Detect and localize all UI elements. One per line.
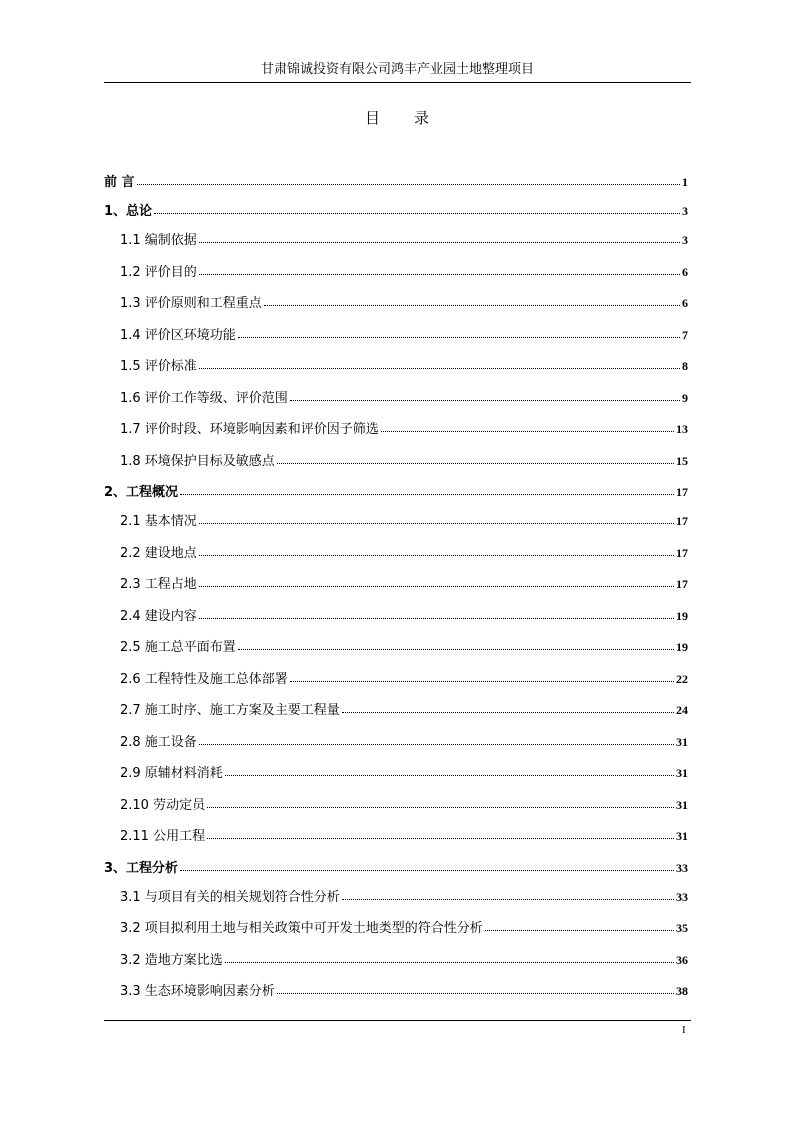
- dot-leader: [199, 523, 674, 524]
- toc-entry[interactable]: [120, 665, 688, 687]
- toc-entry[interactable]: [120, 570, 688, 592]
- dot-leader: [199, 555, 674, 556]
- toc-entry[interactable]: [120, 633, 688, 655]
- toc-entry[interactable]: [120, 822, 688, 844]
- toc-entry-label: 2.7 施工时序、施工方案及主要工程量: [120, 703, 340, 718]
- toc-title: [0, 107, 794, 128]
- dot-leader: [199, 242, 680, 243]
- toc-entry-label: 3.3 生态环境影响因素分析: [120, 984, 275, 999]
- toc-entry-page: 24: [676, 703, 688, 717]
- toc-entry[interactable]: [120, 447, 688, 469]
- toc-entry-label: 1.5 评价标准: [120, 359, 197, 374]
- toc-entry-label: 3.2 项目拟利用土地与相关政策中可开发土地类型的符合性分析: [120, 921, 483, 936]
- dot-leader: [154, 213, 680, 214]
- toc-entry-label: 2.3 工程占地: [120, 577, 197, 592]
- toc-entry-label: 3、工程分析: [104, 861, 179, 876]
- toc-entry-page: 31: [676, 829, 688, 843]
- toc-entry-page: 17: [676, 485, 688, 499]
- toc-entry-page: 15: [676, 454, 688, 468]
- toc-entry[interactable]: [104, 478, 688, 500]
- toc-entry-page: 6: [682, 265, 688, 279]
- toc-title-left: 目: [364, 109, 380, 127]
- toc-entry[interactable]: [120, 226, 688, 248]
- dot-leader: [180, 494, 674, 495]
- toc-entry-page: 38: [676, 984, 688, 998]
- dot-leader: [238, 337, 680, 338]
- toc-entry[interactable]: [120, 289, 688, 311]
- dot-leader: [238, 649, 674, 650]
- toc-entry-label: 2.8 施工设备: [120, 735, 197, 750]
- dot-leader: [180, 870, 674, 871]
- toc-entry[interactable]: [120, 728, 688, 750]
- toc-entry-page: 17: [676, 577, 688, 591]
- toc-entry-page: 19: [676, 640, 688, 654]
- dot-leader: [199, 744, 674, 745]
- toc-entry[interactable]: [120, 914, 688, 936]
- toc-entry[interactable]: [104, 197, 688, 219]
- toc-entry[interactable]: [120, 507, 688, 529]
- dot-leader: [485, 930, 674, 931]
- toc-entry[interactable]: [120, 352, 688, 374]
- toc-entry[interactable]: [120, 977, 688, 999]
- toc-entry-label: 3.1 与项目有关的相关规划符合性分析: [120, 890, 340, 905]
- toc-entry-page: 35: [676, 921, 688, 935]
- dot-leader: [277, 463, 674, 464]
- dot-leader: [290, 400, 680, 401]
- toc-entry-page: 33: [676, 861, 688, 875]
- dot-leader: [225, 962, 674, 963]
- toc-entry[interactable]: [120, 258, 688, 280]
- toc-entry-label: 2.1 基本情况: [120, 514, 197, 529]
- toc-entry-label: 2.2 建设地点: [120, 546, 197, 561]
- toc-entry-page: 31: [676, 735, 688, 749]
- toc-entry-label: 1.3 评价原则和工程重点: [120, 296, 262, 311]
- running-header: 甘肃锦诚投资有限公司鸿丰产业园土地整理项目: [260, 62, 534, 77]
- toc-entry-label: 1.8 环境保护目标及敏感点: [120, 454, 275, 469]
- toc-entry-page: 33: [676, 890, 688, 904]
- toc-entry[interactable]: [120, 946, 688, 968]
- toc-entry-label: 前 言: [104, 175, 135, 190]
- toc-entry-page: 9: [682, 391, 688, 405]
- toc-entry-page: 19: [676, 609, 688, 623]
- toc-entry[interactable]: [120, 759, 688, 781]
- toc-entry-label: 2.5 施工总平面布置: [120, 640, 236, 655]
- dot-leader: [342, 899, 674, 900]
- toc-title-right: 录: [414, 109, 430, 127]
- toc-entry-label: 2、工程概况: [104, 485, 179, 500]
- toc-entry-label: 2.10 劳动定员: [120, 798, 206, 813]
- dot-leader: [290, 681, 674, 682]
- dot-leader: [199, 274, 680, 275]
- toc-entry-page: 13: [676, 422, 688, 436]
- toc-entry-label: 1、总论: [104, 204, 153, 219]
- toc-entry-label: 1.4 评价区环境功能: [120, 328, 236, 343]
- toc-entry-page: 22: [676, 672, 688, 686]
- toc-entry-page: 6: [682, 296, 688, 310]
- toc-entry-label: 2.6 工程特性及施工总体部署: [120, 672, 288, 687]
- toc-entry[interactable]: [120, 883, 688, 905]
- toc-entry[interactable]: [120, 415, 688, 437]
- toc-entry-page: 3: [682, 233, 688, 247]
- dot-leader: [199, 586, 674, 587]
- toc-entry-label: 1.7 评价时段、环境影响因素和评价因子筛选: [120, 422, 379, 437]
- toc-entry-page: 1: [682, 175, 688, 189]
- footer-divider: [104, 1020, 691, 1021]
- dot-leader: [199, 618, 674, 619]
- toc-entry-page: 17: [676, 514, 688, 528]
- dot-leader: [199, 368, 680, 369]
- toc-entry-page: 36: [676, 953, 688, 967]
- toc-entry-label: 2.9 原辅材料消耗: [120, 766, 223, 781]
- dot-leader: [381, 431, 674, 432]
- toc-entry-label: 2.4 建设内容: [120, 609, 197, 624]
- toc-entry[interactable]: [120, 791, 688, 813]
- header-divider: [104, 82, 691, 83]
- toc-entry-page: 17: [676, 546, 688, 560]
- dot-leader: [264, 305, 680, 306]
- dot-leader: [342, 712, 674, 713]
- toc-entry-label: 1.2 评价目的: [120, 265, 197, 280]
- dot-leader: [137, 184, 680, 185]
- dot-leader: [225, 775, 674, 776]
- toc-entry[interactable]: [104, 168, 688, 190]
- toc-entry-page: 8: [682, 359, 688, 373]
- toc-entry[interactable]: [120, 384, 688, 406]
- toc-entry-page: 3: [682, 204, 688, 218]
- toc-entry[interactable]: [120, 602, 688, 624]
- page-number: I: [682, 1024, 686, 1036]
- dot-leader: [207, 838, 674, 839]
- toc-entry-label: 1.6 评价工作等级、评价范围: [120, 391, 288, 406]
- toc-entry-page: 31: [676, 766, 688, 780]
- toc-entry-label: 3.2 造地方案比选: [120, 953, 223, 968]
- toc-entry-page: 7: [682, 328, 688, 342]
- toc-entry-label: 1.1 编制依据: [120, 233, 197, 248]
- toc-entry-label: 2.11 公用工程: [120, 829, 206, 844]
- toc-entry[interactable]: [120, 696, 688, 718]
- dot-leader: [277, 993, 674, 994]
- toc-entry[interactable]: [120, 539, 688, 561]
- dot-leader: [207, 807, 674, 808]
- toc-entry[interactable]: [120, 321, 688, 343]
- toc-entry[interactable]: [104, 854, 688, 876]
- toc-entry-page: 31: [676, 798, 688, 812]
